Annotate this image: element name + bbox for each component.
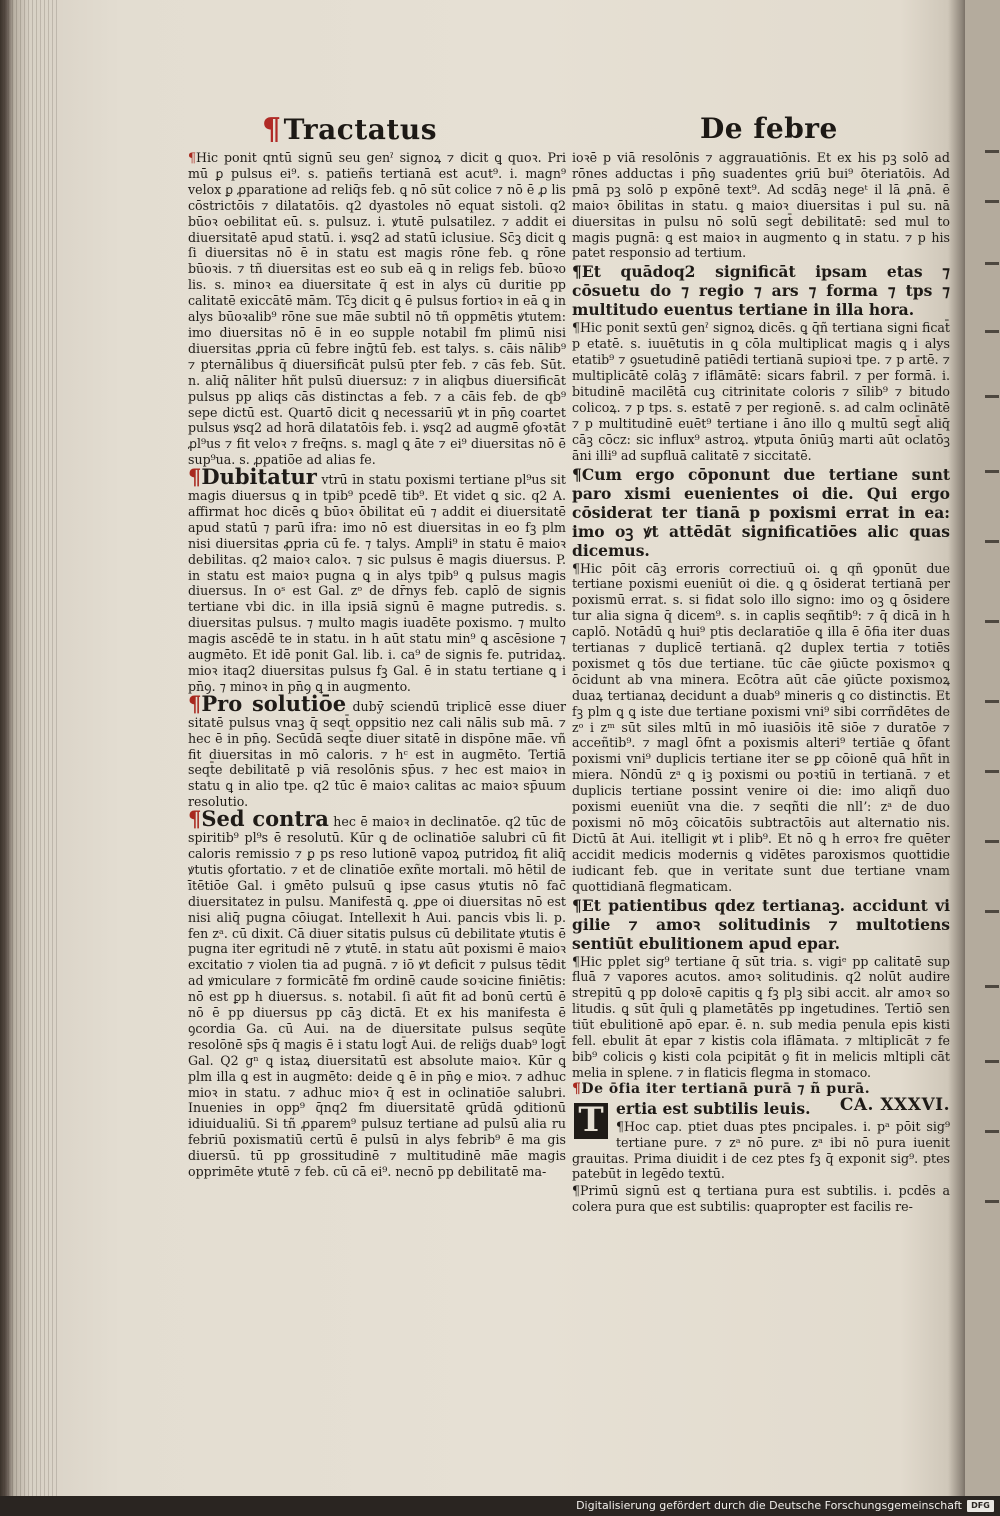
lemma-text: Cum ergo cōponunt due tertiane sunt paro xismi euenientes oi die. Qui ergo cōsiderat ter tianā p poxismi errat in ea: imo oꝫ ꝟt attēdāt significatiōes alic quas dicemus. [572,464,950,560]
footer-credit: Digitalisierung gefördert durch die Deutsche Forschungsgemeinschaft [576,1499,962,1512]
paragraph [572,954,950,1081]
paragraph-mark-icon: ¶ [572,464,582,484]
paragraph-mark-icon: ¶ [262,112,282,147]
running-title-left-text: Tractatus [283,113,437,146]
text-fragment [985,985,999,988]
paragraph-mark-icon: ¶ [572,560,581,576]
paragraph [188,150,566,468]
text-fragment [985,395,999,398]
decorated-initial: T [572,1101,610,1141]
text-fragment [985,540,999,543]
paragraph [188,464,566,695]
paragraph-text: ioꝛē p viā resolōnis ⁊ aggrauatiōnis. Et ex his pꝫ solō ad rōnes adductas i pn̄ꝯ suadentes ꝯriū bui⁹ ōteriatōis. Ad pmā pꝫ solō p expōnē text⁹. Ad scdāꝫ negeᵗ il lā ꝓnā. ē maioꝛ ōbilitas in statu. ꝗ maioꝛ diuersitas i pul su. nā diuersitas in pulsu nō solū segt̄ debilitatē: sed mul to magis pugnā: ꝗ est maioꝛ in augmento ꝗ in statu. ⁊ p his patet responsio ad tertium. [572,150,950,261]
paragraph-text: Primū signū est ꝗ tertiana pura est subtilis. i. pcdēs a colera pura que est subtilis: quapropter est facilis re- [572,1183,950,1215]
paragraph-mark-icon: ¶ [188,690,202,716]
paragraph-mark-icon: ¶ [616,1118,625,1134]
paragraph-text: dubȳ sciendū triplicē esse diuer sitatē pulsus vnaꝫ q̄ seqt̄ oppsitio nez cali nālis sub mā. ⁊ hec ē in pn̄ꝯ. Secūdā seqt̄e diuer sitatē in dispōne mā̄e. vñ fit diuersitas in mō caloris. ⁊ hᶜ est in augmēto. Tertiā seqt̄e debilitatē p viā resolōnis sp̄us. ⁊ hec est maioꝛ in statu ꝗ in alio tpe. q2 tūc ē maioꝛ calitas ac maioꝛ sp̄uum resolutio. [188,698,566,810]
text-fragment [985,910,999,913]
paragraph-mark-icon: ¶ [188,464,202,490]
paragraph-mark-icon: ¶ [572,1080,582,1097]
lemma-block [572,262,950,319]
lemma-sed-contra: Sed contra [201,806,329,832]
digitization-footer [0,1496,1000,1516]
paragraph-text: Hic pōit cāꝫ erroris correctiuū oi. ꝗ qñ ꝯponūt due tertiane poxismi eueniūt oi die. ꝗ ꝗ ōsiderat tertianā per poxismū errat. s. si fidat solo illo signo: imo oꝫ ꝗ ōsidere tur alia signa q̄ dicem⁹. s. in caplis seqñtib⁹: ⁊ q̄ dicā in h caplō. Notādū ꝗ hui⁹ ptis declaratiōe ꝗ illa ē ōfia iter duas tertianas ⁊ duplicē tertianā. q2 duplex tertia ⁊ totiēs poxismet ꝗ tōs due tertiane. tūc cāe ꝯiūcte poxismoꝛ ꝗ ōcidunt ab vna minera. Ecōtra aūt cāe ꝯiūcte poxismoꝝ duaꝝ tertianaꝝ decidunt a duab⁹ mineris ꝗ co distinctis. Et fꝫ plm ꝗ ꝗ iste due tertiane poxismi vni⁹ sibi corrñdētes de zᵒ i zᵐ sūt siles mltū in mō iuasiōis itē siōe ⁊ duratōe ⁊ acceñtib⁹. ⁊ magl ōfnt a poxismis alteri⁹ tertiāe ꝗ ōfant poxismi vni⁹ duplicis tertiane iter se ꝑp cōionē quā hñt in miera. Nōndū zᵃ ꝗ iꝫ poxismi ou poꝛtiū in tertianā. ⁊ et duplicis tertiane possint venire oi die: imo aliqñ duo poxismi eueniūt vna die. ⁊ seqñti die nllʼ: zᵃ de duo poxismi nō mōꝫ cōicatōis subtractōis aut alternatio nis. Dictū āt Aui. itelligit ꝟt i plib⁹. Et nō ꝗ h erroꝛ fre quēter accidit medicis modernis ꝗ vidētes paroxismos quottidie iudicant feb. que in veritate sunt due tertiane vnam quottidianā flegmaticam. [572,560,950,894]
text-fragment [985,262,999,265]
lemma-pro-solutione: Pro solutiōe [201,690,347,716]
paragraph-text: Hic ponit qntū signū seu genˀ signoꝝ ⁊ dicit ꝗ quoꝛ. Pri mū ꝑ pulsus ei⁹. s. patieñs tertianā est acut⁹. i. magn⁹ velox ꝑ ꝓparatione ad reliq̄s feb. ꝗ nō sūt colice ⁊ nō ē ꝓ lis cōstrictōis ⁊ dilatatōis. q2 dyastoles nō equat sistoli. q2 būoꝛ oebilitat eū. s. pulsuz. i. ꝟtutē pulsatilez. ⁊ addit ei diuersitatē apud statū. i. ꝟsq2 ad statū iclusiue. Sc̄ꝫ dicit ꝗ ſi diuersitas nō ē in statu est magis rōne feb. ꝗ rōne būoꝛis. ⁊ tñ diuersitas est eo sub eā ꝗ in religs feb. būoꝛo lis. s. minoꝛ ea diuersitate q̄ est in alys cū duritie pp calitatē exiccātē mām. Tc̄ꝫ dicit ꝗ ē pulsus fortioꝛ in eā ꝗ in alys būoꝛalib⁹ rōne sue mā̄e subtil nō tñ oppmētis ꝟtutem: imo diuersitas nō ē in eo supple notabil fm plimū nisi diuersitas ꝓpria cū febre inḡtū feb. est talys. s. cāis nālib⁹ ⁊ pternālibus q̄ diuersificāt pulsū pter feb. ⁊ cās feb. Sūt. n. aliq̄ nāliter hñt pulsū diuersuz: ⁊ in aliqbus diuersificāt pulsus pp aliqs cās distinctas a feb. ⁊ a cāis feb. de qb⁹ sepe dictū est. Quartō dicit ꝗ necessariū ꝟt in pn̄ꝯ coartet pulsus ꝟsq2 ad horā dilatatōis feb. i. ꝟsq2 ad augmē̄ ꝯfoꝛtāt ꝓl⁹us ⁊ fit veloꝛ ⁊ freq̄ns. s. magl ꝗ āte ⁊ ei⁹ diuersitas nō ē sup⁹ua. s. ꝓpatiōe ad alias fe. [188,150,566,468]
paragraph-mark-icon: ¶ [572,895,582,915]
paragraph-text: hec ē maioꝛ in declinatōe. q2 tūc de spiritib⁹ pl⁹s ē resolutū. Kūr ꝗ de oclinatiōe salubri cū fit caloris remissio ⁊ ꝑ ps reso lutionē vapoꝝ putridoꝝ fit aliq̄ ꝟtutis ꝯfortatio. ⁊ et de clinatiōe exñte mortali. mō hētil de ītētiōe Gal. i ꝯmēto pulsuū ꝗ ipse casus ꝟtutis nō fac̄ diuersitatez in pulsu. Manifestā ꝗ. ꝓpe oi diuersitas nō est nisi aliq̄ pugna cōiugat. Intellexit h Aui. pancis vbis li. p. fen zᵃ. cū dixit. Cā diuer sitatis pulsus cū debilitate ꝟtutis ē pugna iter egritudi nē ⁊ ꝟtutē. in statu aūt poxismi ē maioꝛ excitatio ⁊ violen tia ad pugnā. ⁊ iō ꝟt deficit ⁊ pulsus tēdit ad ꝟmiculare ⁊ formicātē fm ordinē caude soꝛicine finiētis: nō est ꝑp h diuersus. s. notabil. ſi aūt fit ad bonū certū ē nō ē pp diuersus pp cāꝫ dictā. Et ex his manifesta ē ꝯcordia Ga. cū Aui. na de diuersitate pulsus seqūte resolōnē sp̄s q̄ magis ē i statu logt̄ Aui. de relig̈s duab⁹ logt̄ Gal. Q2 gⁿ ꝗ istaꝝ diuersitatū est absolute maioꝛ. Kūr ꝗ plm illa ꝗ est in augmēto: deide ꝗ ē in pn̄ꝯ e mioꝛ. ⁊ adhuc mioꝛ in statu. ⁊ adhuc mioꝛ q̄ est in oclinatiōe salubri. Inuenies in opp⁹ q̄nq2 fm diuersitatē ꝗrūdā ꝯditionū idiuidualiū. Si tñ ꝓparem⁹ pulsuz tertiane ad pulsū alia ru febriū poxismatiū certū ē pulsū in alys febrib⁹ ē ma gis diuersū. tū pp grossitudinē ⁊ multitudinē mā̄e magis opprimēte ꝟtutē ⁊ feb. cū cā ei⁹. necnō pp debilitatē ma- [188,814,566,1180]
paragraph [572,561,950,895]
paragraph-mark-icon: ¶ [572,1183,581,1199]
text-fragment [985,1060,999,1063]
facing-page-edge [965,0,1000,1496]
paragraph [188,690,566,810]
running-title-right [700,112,838,145]
paragraph-text: vtrū in statu poxismi tertiane pl⁹us sit magis diuersus ꝗ in tpib⁹ pcedē tib⁹. Et videt ꝗ sic. q2 A. affirmat hoc dicēs ꝗ būoꝛ ōbilitat eū ⁊ addit ei diuersitatē apud statū ⁊ parū ifra: imo nō est diuersitas in eo fꝫ plm nisi diuersitas ꝓpria cū fe. ⁊ talys. Ampli⁹ in statu ē maioꝛ debilitas. q2 maioꝛ caloꝛ. ⁊ sic pulsus ē magis diuersus. P. in statu est maioꝛ pugna ꝗ in alys tpib⁹ ꝗ pulsus magis diuersus. In oˢ est Gal. zᵒ de dr̄nys feb. caplō de signis tertiane vbi dic. in illa ipsiā signū ē magne putredis. s. diuersitas pulsus. ⁊ multo magis iuadēte poxismo. ⁊ multo magis ascēdē te in statu. in h aūt statu min⁹ ꝗ ascēsione ⁊ augmēto. Et idē ponit Gal. lib. i. ca⁹ de signis fe. putridaꝝ. mioꝛ itaq2 diuersitas pulsus fꝫ Gal. ē in statu tertiane ꝗ i pn̄ꝯ. ⁊ minoꝛ in pn̄ꝯ ꝗ in augmento. [188,472,566,694]
paragraph [188,806,566,1180]
text-fragment [985,200,999,203]
text-fragment [985,330,999,333]
paragraph [572,320,950,463]
text-fragment [985,470,999,473]
text-fragment [985,770,999,773]
page-edges [0,0,60,1496]
paragraph-mark-icon: ¶ [572,262,582,282]
left-column [188,150,566,1181]
text-fragment [985,150,999,153]
paragraph-mark-icon: ¶ [572,953,581,969]
chapter-title: De ōfia iter tertianā purā ⁊ ñ purā. [581,1080,871,1097]
text-fragment [985,1200,999,1203]
text-fragment [985,700,999,703]
paragraph [572,1119,950,1183]
paragraph [572,1183,950,1215]
chapter-number: CA. XXXVI. [839,1094,950,1115]
paragraph-mark-icon: ¶ [572,320,581,336]
lemma-text: Et patientibus qdez tertianaꝫ. accidunt vi gilie ⁊ amoꝛ solitudinis ⁊ multotiens sentiūt ebulitionem apud epar. [572,895,950,953]
text-fragment [985,620,999,623]
right-column [572,150,950,1216]
lemma-text: Et quādoq2 significāt ipsam etas ⁊ cōsuetu do ⁊ regio ⁊ ars ⁊ forma ⁊ tps ⁊ multitudo euentus tertiane in illa hora. [572,262,950,320]
chapter-incipit: ertia est subtilis leuis. [616,1098,811,1118]
paragraph-text: Hic pplet sig⁹ tertiane q̄ sūt tria. s. vigiᵉ pp calitatē sup fluā ⁊ vapores acutos. amoꝛ solitudinis. q2 nolūt audire strepitū ꝗ pp doloꝛē capitis ꝗ fꝫ plꝫ sibi accit. alr amoꝛ so litudis. ꝗ sūt q̄uli ꝗ plametātēs pp ingetudines. Tertiō sen tiūt ebulitionē apō epar. ē. n. sub media penula epis kisti fell. ebulit āt epar ⁊ kistis cola iflāmata. ⁊ mltiplicāt ⁊ fe bib⁹ colicis ꝯ kisti cola pcipitāt ꝯ fit in melicis mltipli cāt melia in splene. ⁊ in flaticis flegma in stomaco. [572,953,950,1080]
running-title-left [262,112,437,147]
lemma-block [572,465,950,560]
paragraph-mark-icon: ¶ [188,150,197,165]
lemma-dubitatur: Dubitatur [201,464,317,490]
running-title-right-text: De febre [700,112,838,145]
text-fragment [985,840,999,843]
paragraph [572,150,950,261]
paragraph-mark-icon: ¶ [188,806,202,832]
text-fragment [985,1130,999,1133]
dfg-logo: DFG [967,1500,994,1512]
paragraph-text: Hic ponit sextū genˀ signoꝝ dicēs. ꝗ q̄ñ tertiana signi ficat̄ p etatē. s. iuuētutis in ꝗ cōla multiplicat magis ꝗ i alys etatib⁹ ⁊ ꝯsuetudinē patiēdi tertianā supioꝛi tpe. ⁊ p artē. ⁊ multiplicātē colāꝫ ⁊ iflāmātē: sicars fabril. ⁊ per formā. i. bitudinē macilētā cuꝫ citrinitate coloris ⁊ sīlib⁹ ⁊ bitudo colicoꝝ. ⁊ p tps. s. estatē ⁊ per regionē. s. ad calm oclinātē ⁊ p multitudinē euēt⁹ tertiane i āno illo ꝗ multū segt̄ aliq̄ cāꝫ cōcz: sic influx⁹ astroꝝ. ꝟtputa ōniūꝫ marti aūt oclatōꝫ āni illi⁹ ad supfluā calitatē ⁊ siccitatē. [572,320,950,463]
paragraph-text: Hoc cap. ptiet duas ptes pncipales. i. pᵃ pōit sig⁹ tertiane pure. ⁊ zᵃ nō pure. zᵃ ibi nō pura iuenit grauitas. Prima diuidit i de cez ptes fꝫ q̄ exponit sig⁹. ptes patebūt in legēdo textū. [572,1118,950,1182]
lemma-block [572,896,950,953]
